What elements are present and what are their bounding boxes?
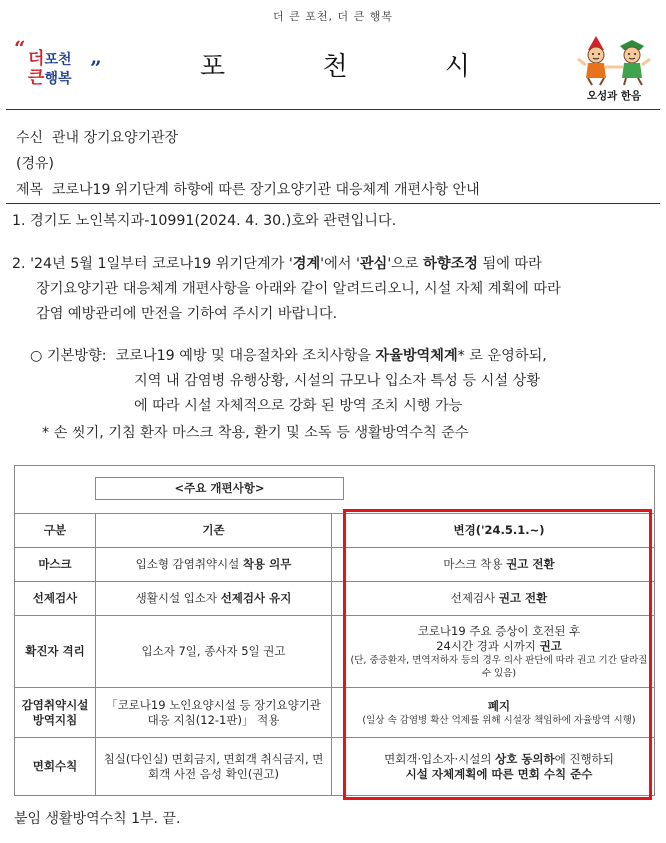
table-row: 감염취약시설 방역지침 「코로나19 노인요양시설 등 장기요양기관 대응 지침(12-1판)」 적용 폐지 (일상 속 감염병 확산 억제를 위해 시설장 책임하에 자율방역 시행) (15, 688, 655, 738)
city-char-2: 천 (322, 52, 348, 82)
basic-direction: ○ 기본방향: 코로나19 예방 및 대응절차와 조치사항을 자율방역체계* 로 운영하되, 지역 내 감염병 유행상황, 시설의 규모나 입소자 특성 등 시설 상황 에 따라 시설 자체적으로 강화 된 방역 조치 시행 가능 (30, 348, 547, 414)
city-char-1: 포 (200, 52, 226, 82)
table-row: 면회수칙 침실(다인실) 면회금지, 면회객 취식금지, 면회객 사전 음성 확인(권고) 면회객·입소자·시설의 상호 동의하에 진행하되 시설 자체계획에 따른 면회 수칙 준수 (15, 738, 655, 796)
table-top-spacer (15, 466, 655, 478)
logo-line1: 더포천 (28, 49, 72, 69)
note-line: * 손 씻기, 기침 환자 마스크 착용, 환기 및 소독 등 생활방역수칙 준수 (42, 425, 469, 441)
city-char-3: 시 (444, 52, 470, 82)
table-row: 마스크 입소형 감염취약시설 착용 의무 마스크 착용 권고 전환 (15, 548, 655, 582)
table-row: 확진자 격리 입소자 7일, 종사자 5일 권고 코로나19 주요 증상이 호전된 후 24시간 경과 시까지 권고 (단, 중증환자, 면역저하자 등의 경우 의사 판단에 따라 권고 기간 달라질 수 있음) (15, 616, 655, 688)
table-row: 선제검사 생활시설 입소자 선제검사 유지 선제검사 권고 전환 (15, 582, 655, 616)
motto: 더 큰 포천, 더 큰 행복 (273, 10, 393, 23)
recipient-line: 수신 관내 장기요양기관장 (16, 130, 179, 146)
logo-quote-open: “ (14, 36, 26, 60)
paragraph-1: 1. 경기도 노인복지과-10991(2024. 4. 30.)호와 관련입니다. (12, 213, 397, 229)
logo-quote-close: ” (90, 56, 102, 80)
header-before: 기존 (96, 514, 332, 548)
header-category: 구분 (15, 514, 96, 548)
pocheon-slogan-logo (14, 36, 104, 86)
logo-line2: 큰행복 (28, 68, 72, 88)
city-name (200, 46, 470, 83)
mascot-icon (574, 34, 654, 86)
header-after: 변경('24.5.1.~) (344, 514, 655, 548)
highlight-box (343, 509, 652, 800)
mascot-caption: 오성과 한음 (586, 90, 642, 102)
paragraph-2: 2. '24년 5월 1일부터 코로나19 위기단계가 '경계'에서 '관심'으로 하향조정 됨에 따라 장기요양기관 대응체계 개편사항을 아래와 같이 알려드리오니, 시설 자체 계획에 따라 감염 예방관리에 만전을 기하여 주시기 바랍니다. (12, 256, 561, 322)
attachment-line: 붙임 생활방역수칙 1부. 끝. (14, 811, 181, 827)
header-divider (6, 109, 660, 110)
subject-line: 제목 코로나19 위기단계 하향에 따른 장기요양기관 대응체계 개편사항 안내 (16, 182, 480, 198)
via-line: (경유) (16, 156, 54, 172)
table-title: <주요 개편사항> (96, 478, 344, 500)
subject-divider (6, 203, 660, 204)
